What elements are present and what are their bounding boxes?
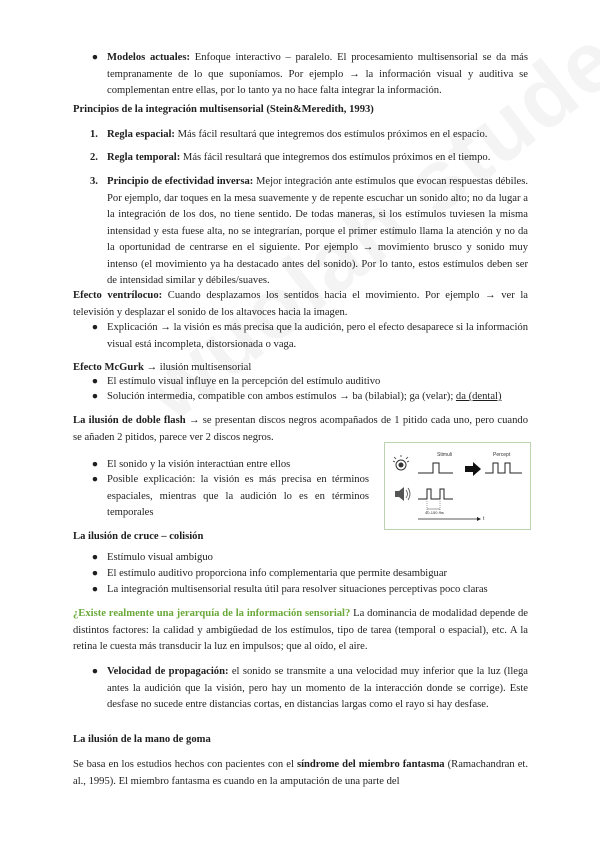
bullet-icon: ● (91, 474, 99, 485)
jerarquia-paragraph (73, 606, 528, 656)
figure-stimuli-label: Stimuli (437, 452, 453, 458)
regla-espacial-text: Más fácil resultará que integremos dos estímulos próximos en el espacio. (174, 129, 488, 140)
ventrilocuo-paragraph (73, 288, 528, 321)
doble-flash-bullet-2: Posible explicación: la visión es más precisa en términos espaciales, mientras que la audición lo es en términos temporales (107, 474, 369, 518)
flash-icon (393, 455, 409, 470)
visual-stimulus-pulse (418, 463, 453, 473)
ventrilocuo-text: Cuando desplazamos los sentidos hacia el movimiento. Por ejemplo → ver la televisión y desplazar el sonido de los altavoces hacia la imagen. (73, 290, 528, 318)
regla-temporal-label: Regla temporal: (107, 152, 181, 163)
jerarquia-question: ¿Existe realmente una jerarquía de la información sensorial? (73, 608, 351, 619)
efectividad-inversa (107, 174, 528, 290)
arrow-icon (465, 462, 481, 476)
regla-espacial (107, 127, 528, 144)
bullet-icon: ● (91, 322, 99, 333)
bullet-icon: ● (91, 568, 99, 579)
bullet-icon: ● (91, 459, 99, 470)
ventrilocuo-bullet: Explicación → la visión es más precisa que la audición, pero el efecto desaparece si la información visual está incompleta, distorsionada o vaga. (107, 322, 528, 350)
figure-ms-label: 40-150 ms (425, 510, 444, 515)
item-number: 3. (90, 176, 98, 187)
bullet-icon: ● (91, 376, 99, 387)
bullet-icon: ● (91, 552, 99, 563)
cruce-bullet-1: Estímulo visual ambiguo (107, 552, 213, 563)
efectividad-inversa-text: Mejor integración ante estímulos que evocan respuestas débiles. Por ejemplo, dar toques en la mesa suavemente y de repente escuchar un sonido alto; no da lugar a la integración de los dos, no tiene sentido. De todas maneras, si los estímulos tuviesen la misma intensidad y esta fuese alta, no se integrarían, porque el primer estímulo llama la atención y no da la oportunidad de centrarse en el siguiente. Por ejemplo → movimiento brusco y sonido muy intenso (el movimiento ya ha destacado antes del sonido). Por lo tanto, estos estímulos deben ser de intensidad similar y débiles/suaves. (107, 176, 528, 286)
mano-paragraph (73, 757, 528, 790)
mcgurk-bullet-2-text: Solución intermedia, compatible con ambos estímulos → ba (bilabial); ga (velar); (107, 391, 456, 402)
item-number: 1. (90, 129, 98, 140)
bullet-icon: ● (91, 52, 99, 63)
mano-heading: La ilusión de la mano de goma (73, 734, 211, 745)
mcgurk-bullet-1: El estímulo visual influye en la percepción del estímulo auditivo (107, 376, 381, 387)
doble-flash-label: La ilusión de doble flash (73, 415, 186, 426)
doble-flash-text: → se presentan discos negros acompañados de 1 pitido cada uno, pero cuando se añaden 2 pitidos, parece ver 2 discos negros. (73, 415, 529, 443)
bullet-icon: ● (91, 584, 99, 595)
mano-text-pre: Se basa en los estudios hechos con pacientes con el (73, 759, 297, 770)
mcgurk-label: Efecto McGurk (73, 362, 144, 373)
mcgurk-dental: da (dental) (455, 391, 502, 402)
modelos-label: Modelos actuales: (107, 52, 191, 63)
cruce-heading: La ilusión de cruce – colisión (73, 531, 204, 542)
velocidad-label: Velocidad de propagación: (107, 666, 229, 677)
bullet-icon: ● (91, 666, 99, 677)
auditory-stimulus-pulses (418, 489, 453, 499)
cruce-bullet-3: La integración multisensorial resulta útil para resolver situaciones perceptivas poco claras (107, 584, 488, 595)
ventrilocuo-label: Efecto ventrílocuo: (73, 290, 163, 301)
speaker-icon (395, 487, 410, 501)
regla-temporal-text: Más fácil resultará que integremos dos estímulos próximos en el tiempo. (180, 152, 491, 163)
percept-pulses (485, 463, 522, 473)
mano-syndrome: síndrome del miembro fantasma (296, 759, 445, 770)
double-flash-figure (384, 442, 531, 530)
velocidad-paragraph (107, 664, 528, 714)
cruce-bullet-2: El estímulo auditivo proporciona info complementaria que permite desambiguar (107, 568, 448, 579)
doble-flash-bullet-1: El sonido y la visión interactúan entre ellos (107, 459, 291, 470)
efectividad-inversa-label: Principio de efectividad inversa: (107, 176, 254, 187)
item-number: 2. (90, 152, 98, 163)
figure-t-label: t (483, 516, 485, 522)
regla-espacial-label: Regla espacial: (107, 129, 175, 140)
figure-percept-label: Percept (493, 452, 511, 458)
mcgurk-bullet-2 (107, 389, 528, 406)
velocidad-text: el sonido se transmite a una velocidad muy inferior que la luz (llega antes la audición que la visión, pero hay un momento de la interacción donde se corrige). Este desfase no sucede entre distancias cortas, en distancias largas como el rayo si hay desfase. (107, 666, 528, 710)
principios-heading: Principios de la integración multisensorial (Stein&Meredith, 1993) (73, 104, 374, 115)
regla-temporal (107, 150, 528, 167)
modelos-text: Enfoque interactivo – paralelo. El procesamiento multisensorial se da más tempranamente de lo que suponíamos. Por ejemplo → la información visual y auditiva se complementan entre ellas, por lo tanto ya no hace falta integrar la información. (107, 52, 528, 96)
mcgurk-text: → ilusión multisensorial (143, 362, 252, 373)
jerarquia-text: La dominancia de modalidad depende de distintos factores: la calidad y ambigüedad de los estímulos, tipo de tarea (temporal o espacial), etc. A la retina le cuesta más transducir la luz en impulsos; que al oído, el aire. (73, 608, 528, 652)
bullet-icon: ● (91, 391, 99, 402)
mano-text-post: (Ramachandran et. al., 1995). El miembro fantasma es cuando en la amputación de una parte del (73, 759, 529, 787)
modelos-paragraph (107, 50, 528, 100)
